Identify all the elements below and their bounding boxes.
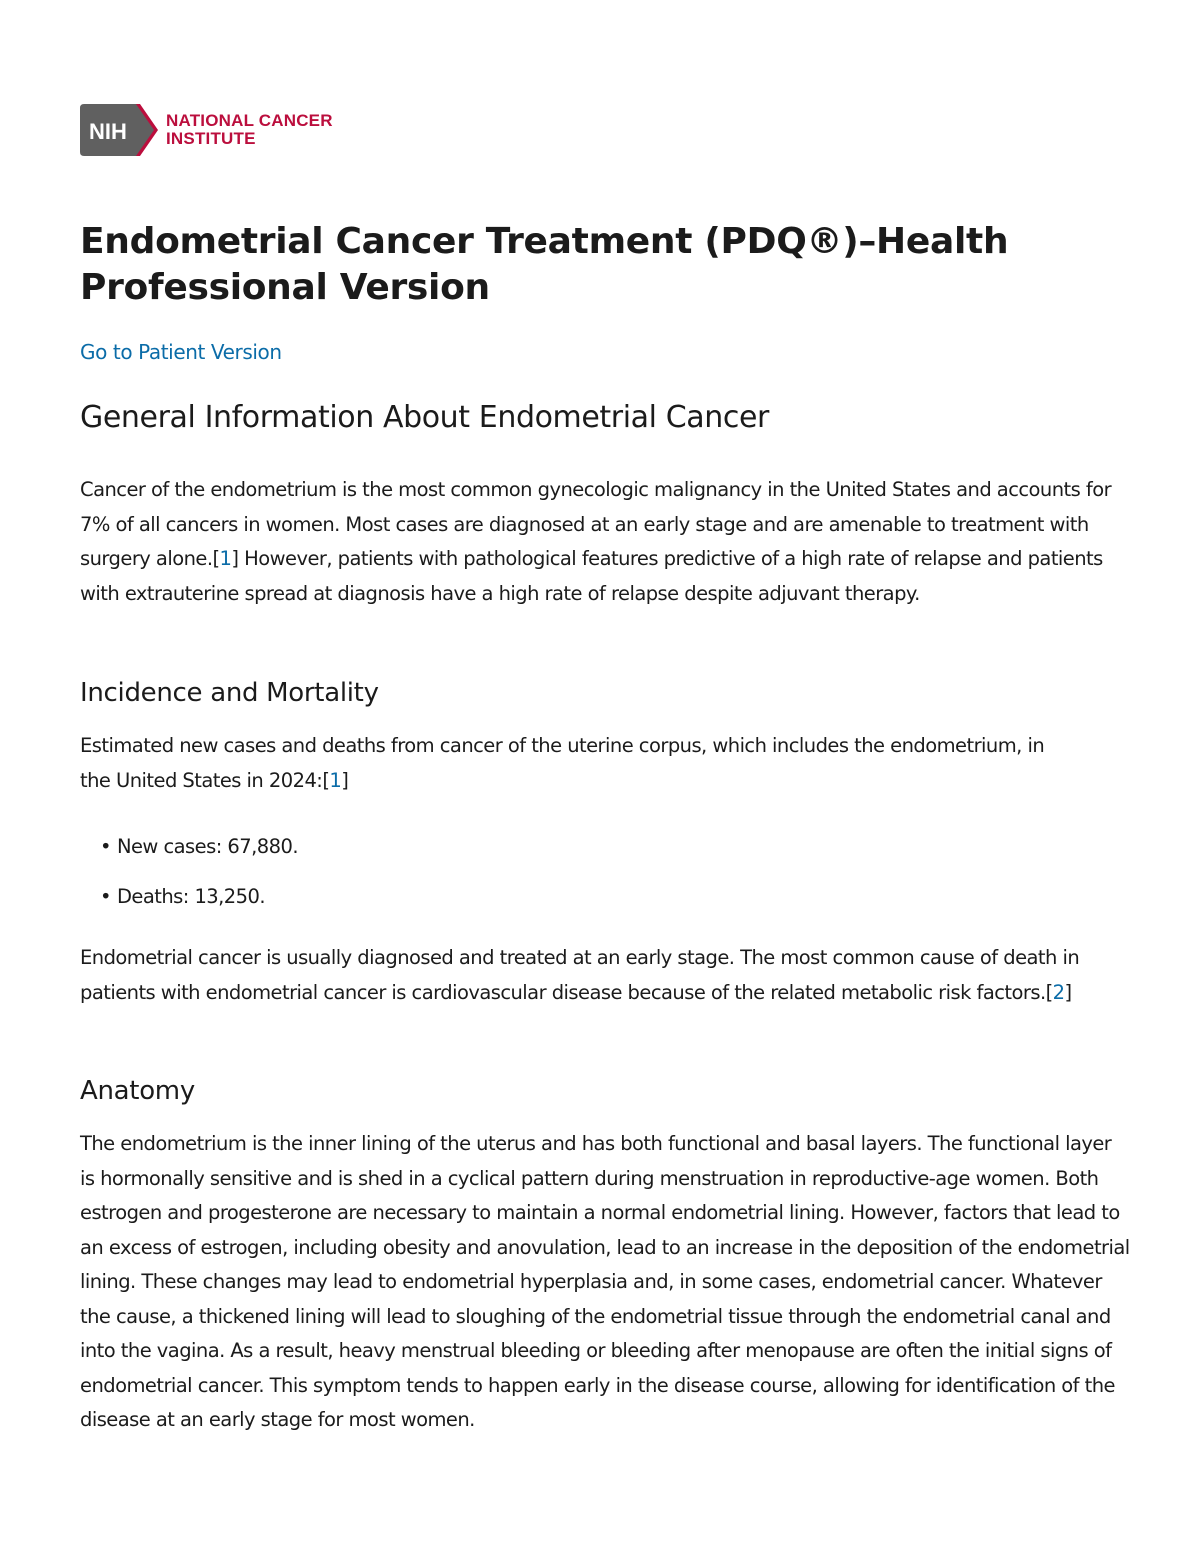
intro-text-2: However, patients with pathological features predictive of a high rate of relapse and patients with extrauterine spread at diagnosis have a high rate of relapse despite adjuvant therapy.	[80, 547, 1103, 605]
incidence-lead-paragraph: Estimated new cases and deaths from cancer of the uterine corpus, which includes the endometrium, in the United States in 2024:[1]	[80, 734, 1045, 792]
incidence-list	[100, 834, 298, 934]
reference-link-1[interactable]: 1	[219, 547, 232, 570]
nih-badge-icon	[80, 104, 158, 156]
incidence-paragraph: Endometrial cancer is usually diagnosed and treated at an early stage. The most common cause of death in patients with endometrial cancer is cardiovascular disease because of the related metabolic risk factors.[2]	[80, 946, 1080, 1004]
org-name-line2: INSTITUTE	[166, 129, 256, 148]
incidence-lead-text: Estimated new cases and deaths from cancer of the uterine corpus, which includes the endometrium, in the United States in 2024:	[80, 734, 1045, 792]
bullet-icon: •	[100, 835, 111, 858]
nci-logo[interactable]	[80, 104, 333, 156]
list-item	[100, 884, 298, 934]
reference-link-1b[interactable]: 1	[329, 768, 342, 792]
bullet-icon: •	[100, 885, 111, 908]
list-item-text: Deaths: 13,250.	[116, 885, 266, 908]
incidence-paragraph-text: Endometrial cancer is usually diagnosed and treated at an early stage. The most common cause of death in patients with endometrial cancer is cardiovascular disease because of the related metabolic risk factors.	[80, 946, 1080, 1004]
ref-bracket-close: ]	[231, 547, 239, 570]
anatomy-heading: Anatomy	[80, 1076, 195, 1106]
org-name	[166, 112, 333, 148]
patient-version-link[interactable]: Go to Patient Version	[80, 340, 282, 364]
intro-paragraph	[80, 473, 1130, 611]
incidence-heading: Incidence and Mortality	[80, 678, 379, 708]
intro-text-1: Cancer of the endometrium is the most common gynecologic malignancy in the United States and accounts for 7% of all cancers in women. Most cases are diagnosed at an early stage and are amenable to treatment with surgery alone.	[80, 478, 1112, 570]
page-title: Endometrial Cancer Treatment (PDQ®)–Health Professional Version	[80, 221, 1009, 308]
list-item-text: New cases: 67,880.	[116, 835, 298, 858]
anatomy-paragraph: The endometrium is the inner lining of the uterus and has both functional and basal layers. The functional layer is hormonally sensitive and is shed in a cyclical pattern during menstruation in reproductive-age women. Both estrogen and progesterone are necessary to maintain a normal endometrial lining. However, factors that lead to an excess of estrogen, including obesity and anovulation, lead to an increase in the deposition of the endometrial lining. These changes may lead to endometrial hyperplasia and, in some cases, endometrial cancer. Whatever the cause, a thickened lining will lead to sloughing of the endometrial tissue through the endometrial canal and into the vagina. As a result, heavy menstrual bleeding or bleeding after menopause are often the initial signs of endometrial cancer. This symptom tends to happen early in the disease course, allowing for identification of the disease at an early stage for most women.	[80, 1132, 1130, 1431]
list-item	[100, 834, 298, 884]
section-heading: General Information About Endometrial Cancer	[80, 400, 769, 435]
nih-badge-text: NIH	[89, 119, 127, 144]
org-name-line1: NATIONAL CANCER	[166, 111, 333, 130]
reference-link-2[interactable]: 2	[1052, 980, 1065, 1004]
ref-bracket-open: [	[212, 547, 220, 570]
